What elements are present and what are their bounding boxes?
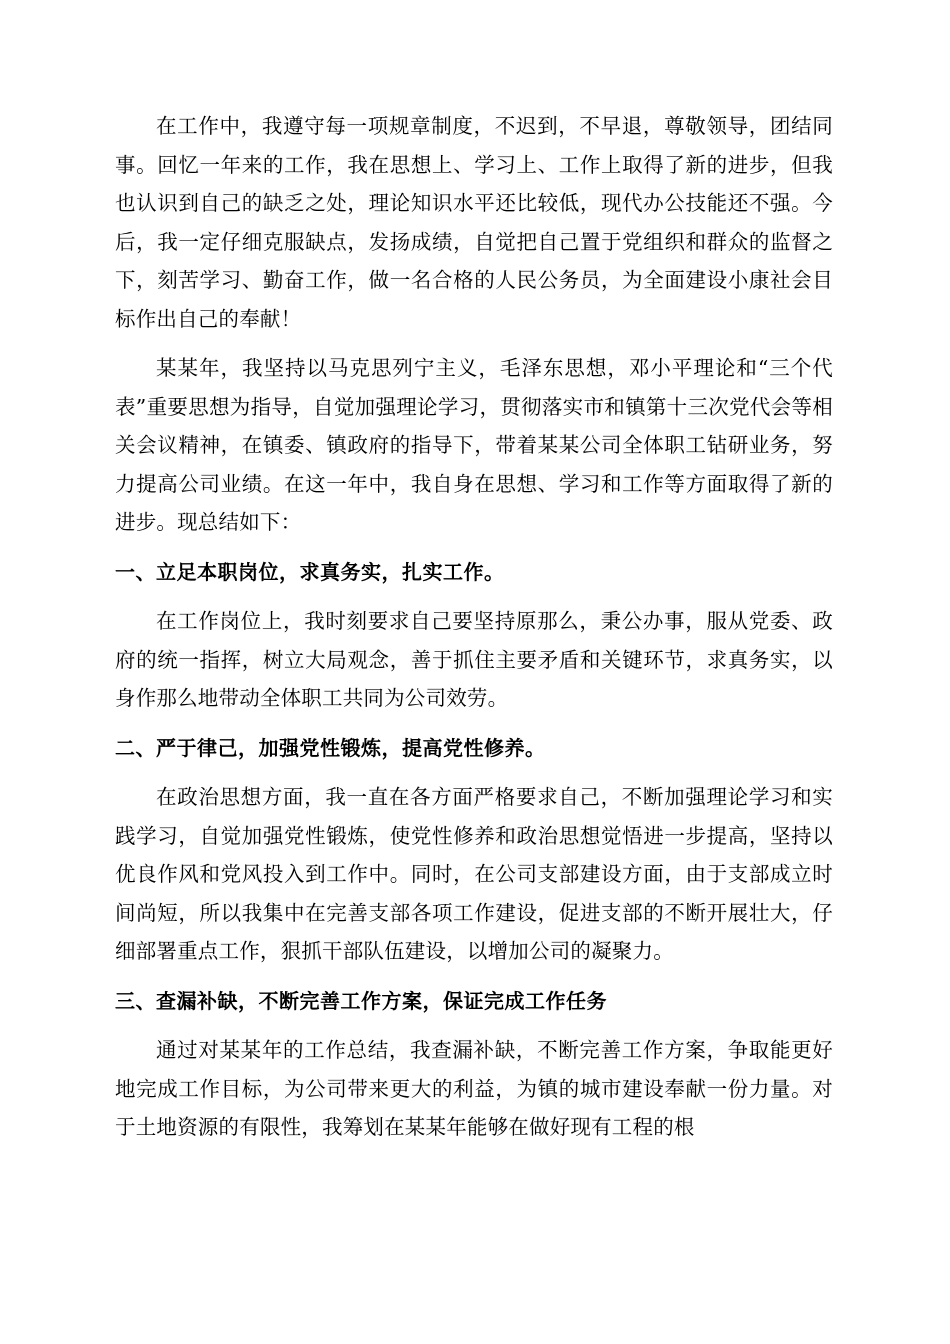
document-page — [115, 107, 833, 1147]
body-paragraph: 某某年，我坚持以马克思列宁主义，毛泽东思想，邓小平理论和“三个代表”重要思想为指导，自觉加强理论学习，贯彻落实市和镇第十三次党代会等相关会议精神，在镇委、镇政府的指导下，带着某某公司全体职工钻研业务，努力提高公司业绩。在这一年中，我自身在思想、学习和工作等方面取得了新的进步。现总结如下： — [115, 356, 833, 534]
section-heading: 一、立足本职岗位，求真务实，扎实工作。 — [115, 559, 505, 584]
section-heading: 二、严于律己，加强党性锻炼，提高党性修养。 — [115, 735, 546, 760]
section-heading: 三、查漏补缺，不断完善工作方案，保证完成工作任务 — [115, 988, 607, 1013]
body-paragraph: 在工作中，我遵守每一项规章制度，不迟到，不早退，尊敬领导，团结同事。回忆一年来的工作，我在思想上、学习上、工作上取得了新的进步，但我也认识到自己的缺乏之处，理论知识水平还比较低，现代办公技能还不强。今后，我一定仔细克服缺点，发扬成绩，自觉把自己置于党组织和群众的监督之下，刻苦学习、勤奋工作，做一名合格的人民公务员，为全面建设小康社会目标作出自己的奉献！ — [115, 114, 833, 331]
body-paragraph: 通过对某某年的工作总结，我查漏补缺，不断完善工作方案，争取能更好地完成工作目标，为公司带来更大的利益，为镇的城市建设奉献一份力量。对于土地资源的有限性，我筹划在某某年能够在做好现有工程的根 — [115, 1038, 833, 1139]
body-paragraph: 在工作岗位上，我时刻要求自己要坚持原那么，秉公办事，服从党委、政府的统一指挥，树立大局观念，善于抓住主要矛盾和关键环节，求真务实，以身作那么地带动全体职工共同为公司效劳。 — [115, 609, 833, 710]
body-paragraph: 在政治思想方面，我一直在各方面严格要求自己，不断加强理论学习和实践学习，自觉加强党性锻炼，使党性修养和政治思想觉悟进一步提高，坚持以优良作风和党风投入到工作中。同时，在公司支部建设方面，由于支部成立时间尚短，所以我集中在完善支部各项工作建设，促进支部的不断开展壮大，仔细部署重点工作，狠抓干部队伍建设，以增加公司的凝聚力。 — [115, 785, 833, 963]
